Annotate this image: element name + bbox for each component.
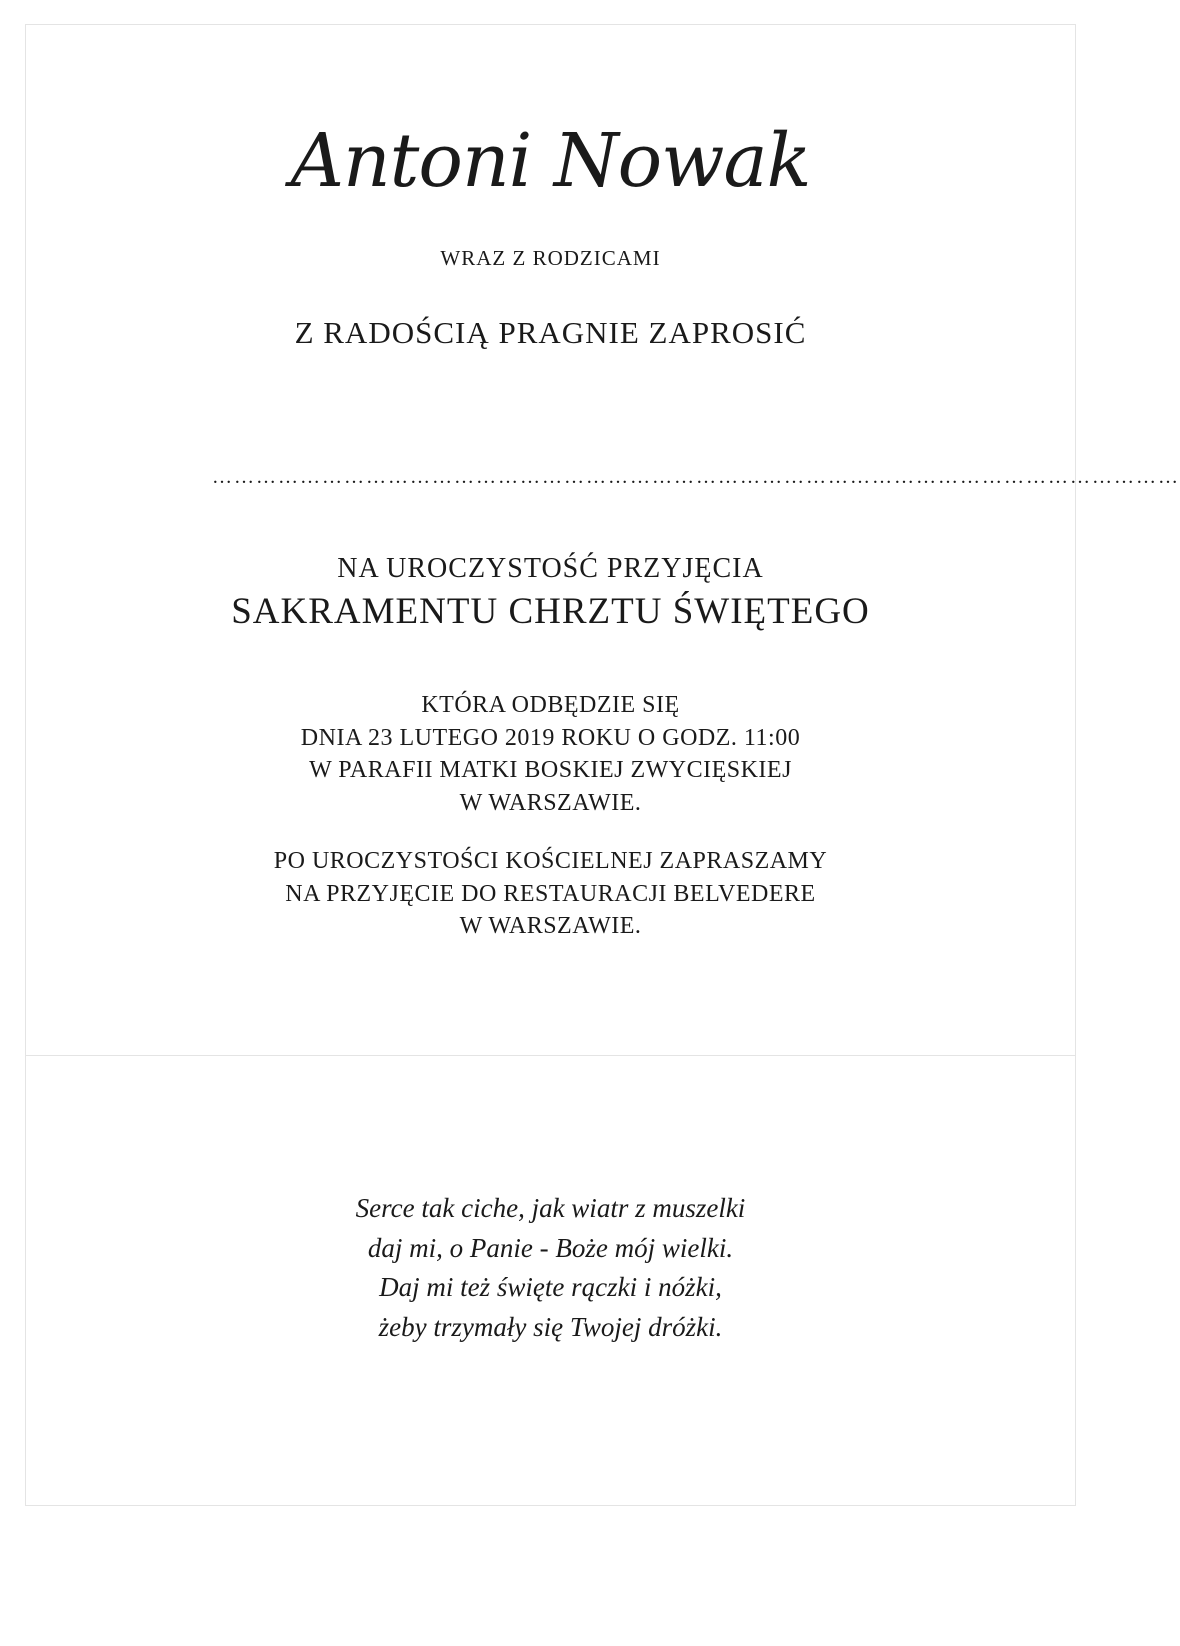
poem-line: daj mi, o Panie - Boże mój wielki.: [367, 1232, 734, 1263]
reception-line: NA PRZYJĘCIE DO RESTAURACJI BELVEDERE: [285, 880, 816, 907]
guest-name-placeholder: ……………………………………………………………………………………………………………………: [212, 466, 1180, 488]
details-line: W WARSZAWIE.: [459, 789, 642, 816]
poem-line: Serce tak ciche, jak wiatr z muszelki: [355, 1193, 746, 1223]
event-details: [25, 689, 1076, 819]
reception-line: PO UROCZYSTOŚCI KOŚCIELNEJ ZAPRASZAMY: [273, 848, 828, 874]
details-line: DNIA 23 LUTEGO 2019 ROKU O GODZ. 11:00: [300, 724, 801, 751]
occasion-line-2: SAKRAMENTU CHRZTU ŚWIĘTEGO: [231, 591, 870, 632]
poem-line: Daj mi też święte rączki i nóżki,: [379, 1272, 722, 1302]
poem: [25, 1189, 1076, 1347]
invite-line: Z RADOŚCIĄ PRAGNIE ZAPROSIĆ: [294, 315, 807, 350]
occasion-line-1: NA UROCZYSTOŚĆ PRZYJĘCIA: [337, 553, 764, 584]
reception-details: [25, 845, 1076, 943]
poem-line: żeby trzymały się Twojej dróżki.: [378, 1311, 723, 1342]
details-line: W PARAFII MATKI BOSKIEJ ZWYCIĘSKIEJ: [309, 757, 792, 783]
reception-line: W WARSZAWIE.: [459, 913, 642, 939]
details-line: KTÓRA ODBĘDZIE SIĘ: [421, 692, 680, 718]
child-name: Antoni Nowak: [290, 118, 811, 204]
fold-line: [25, 1055, 1076, 1056]
with-parents: WRAZ Z RODZICAMI: [440, 246, 661, 270]
